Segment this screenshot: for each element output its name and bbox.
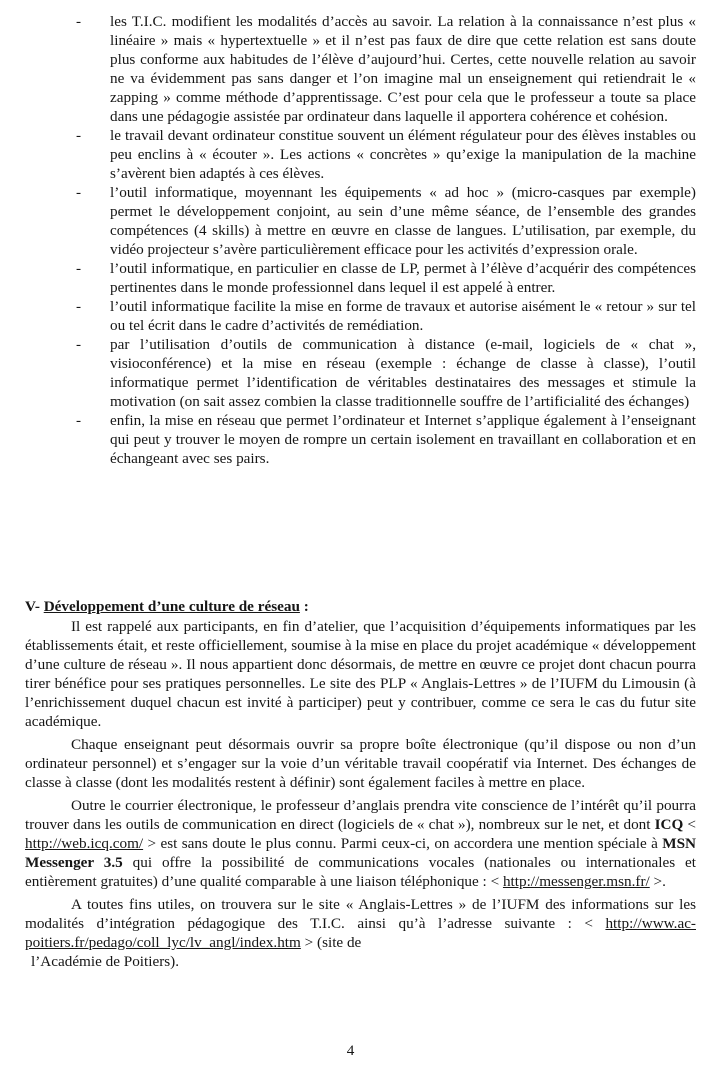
paragraph xyxy=(25,796,696,891)
list-item-text: l’outil informatique, moyennant les équipements « ad hoc » (micro-casques par exemple) permet le développement conjoint, au sein d’une même séance, de l’ensemble des grandes compétences (4 skills) à mettre en œuvre en classe de langues. L’utilisation, par exemple, du vidéo projecteur s’avère particulièrement efficace pour les activités d’expression orale. xyxy=(110,184,696,258)
msn-link[interactable]: http://messenger.msn.fr/ xyxy=(502,873,650,890)
paragraph: Il est rappelé aux participants, en fin d’atelier, que l’acquisition d’équipements informatiques par les établissements était, et reste officiellement, soumise à la mise en place du projet académique « développement d’une culture de réseau ». Il nous appartient donc désormais, de mettre en œuvre ce projet dont chacun pourra tirer bénéfice pour ses pratiques personnelles. Le site des PLP « Anglais-Lettres » de l’IUFM du Limousin (à l’enrichissement duquel chacun est invité à participer) peut y contribuer, comme ce sera le cas du futur site académique. xyxy=(25,618,696,730)
section-title: Développement d’une culture de réseau xyxy=(43,598,300,615)
paragraph-text: Outre le courrier électronique, le professeur d’anglais prendra vite conscience de l’intérêt qu’il pourra trouver dans les outils de communication en direct (logiciels de « chat »), nombreux sur le net, et dont xyxy=(25,797,696,833)
section-title-suffix: : xyxy=(299,598,309,615)
list-item xyxy=(64,411,696,468)
paragraph-text: A toutes fins utiles, on trouvera sur le site « Anglais-Lettres » de l’IUFM des informations sur les modalités d’intégration pédagogique des T.I.C. ainsi qu’à l’adresse suivante : < xyxy=(25,896,696,932)
bullet-dash: - xyxy=(76,336,82,353)
paragraph-text: qui offre la possibilité de communications vocales (nationales ou internationales et entièrement gratuites) d’une qualité comparable à une liaison téléphonique : < xyxy=(25,854,696,890)
paragraph-last-line: l’Académie de Poitiers). xyxy=(31,953,180,970)
bullet-dash: - xyxy=(76,184,82,201)
page-number: 4 xyxy=(346,1042,355,1059)
list-item xyxy=(64,12,696,126)
msn-messenger-name: MSN Messenger 3.5 xyxy=(25,835,696,871)
list-item-text: l’outil informatique facilite la mise en forme de travaux et autorise aisément le « retour » sur tel ou tel écrit dans le cadre d’activités de remédiation. xyxy=(110,298,696,334)
list-item-text: les T.I.C. modifient les modalités d’accès au savoir. La relation à la connaissance n’est plus « linéaire » mais « hypertextuelle » et il n’est pas faux de dire que cette relation est sans doute plus conforme aux habitudes de l’élève d’aujourd’hui. Certes, cette nouvelle relation au savoir ne va évidemment pas sans danger et l’on imagine mal un enseignement qui retiendrait le « zapping » comme méthode d’apprentissage. C’est pour cela que le professeur a toute sa place dans une pédagogie assistée par ordinateur dans laquelle il apportera cohérence et cohésion. xyxy=(110,13,696,125)
paragraph xyxy=(25,895,696,952)
section-number: V- xyxy=(25,598,44,615)
bullet-dash: - xyxy=(76,298,82,315)
list-item xyxy=(64,126,696,183)
paragraph-text: > (site de xyxy=(300,934,362,951)
paragraph-text: > est sans doute le plus connu. Parmi ceux-ci, on accordera une mention spéciale à xyxy=(143,835,663,852)
list-item-text: par l’utilisation d’outils de communication à distance (e-mail, logiciels de « chat », visioconférence) et la mise en réseau (exemple : échange de classe à classe), l’outil informatique permet l’identification de véritables destinataires des messages et stimule la motivation (on sait assez combien la classe traditionnelle souffre de l’artificialité des échanges) xyxy=(110,336,696,410)
list-item xyxy=(64,335,696,411)
icq-link[interactable]: http://web.icq.com/ xyxy=(25,835,144,852)
list-item-text: l’outil informatique, en particulier en classe de LP, permet à l’élève d’acquérir des compétences pertinentes dans le monde professionnel dans lequel il est appelé à entrer. xyxy=(110,260,696,296)
list-item-text: enfin, la mise en réseau que permet l’ordinateur et Internet s’applique également à l’enseignant qui peut y trouver le moyen de rompre un certain isolement en travaillant en collaboration et en échangeant avec ses pairs. xyxy=(110,412,696,467)
paragraph: Chaque enseignant peut désormais ouvrir sa propre boîte électronique (qu’il dispose ou non d’un ordinateur personnel) et s’engager sur la voie d’un véritable travail coopératif via Internet. Des échanges de classe à classe (dont les modalités restent à définir) sont également faciles à mettre en place. xyxy=(25,736,696,791)
list-item xyxy=(64,297,696,335)
bullet-dash: - xyxy=(76,127,82,144)
paragraph-text: >. xyxy=(649,873,666,890)
bullet-dash: - xyxy=(76,13,82,30)
section-heading xyxy=(25,597,696,616)
paragraph-text: < xyxy=(683,816,696,833)
list-item xyxy=(64,259,696,297)
poitiers-link[interactable]: http://www.ac-poitiers.fr/pedago/coll_lyc/lv_angl/index.htm xyxy=(25,915,696,951)
list-item-text: le travail devant ordinateur constitue souvent un élément régulateur pour des élèves instables ou peu enclins à « écouter ». Les actions « concrètes » qu’exige la manipulation de la machine s’avèrent bien adaptés à ces élèves. xyxy=(110,127,696,182)
network-culture-section xyxy=(25,597,696,971)
bullet-dash: - xyxy=(76,260,82,277)
bullet-dash: - xyxy=(76,412,82,429)
list-item xyxy=(64,183,696,259)
advantages-list xyxy=(64,12,696,468)
icq-name: ICQ xyxy=(654,816,684,833)
